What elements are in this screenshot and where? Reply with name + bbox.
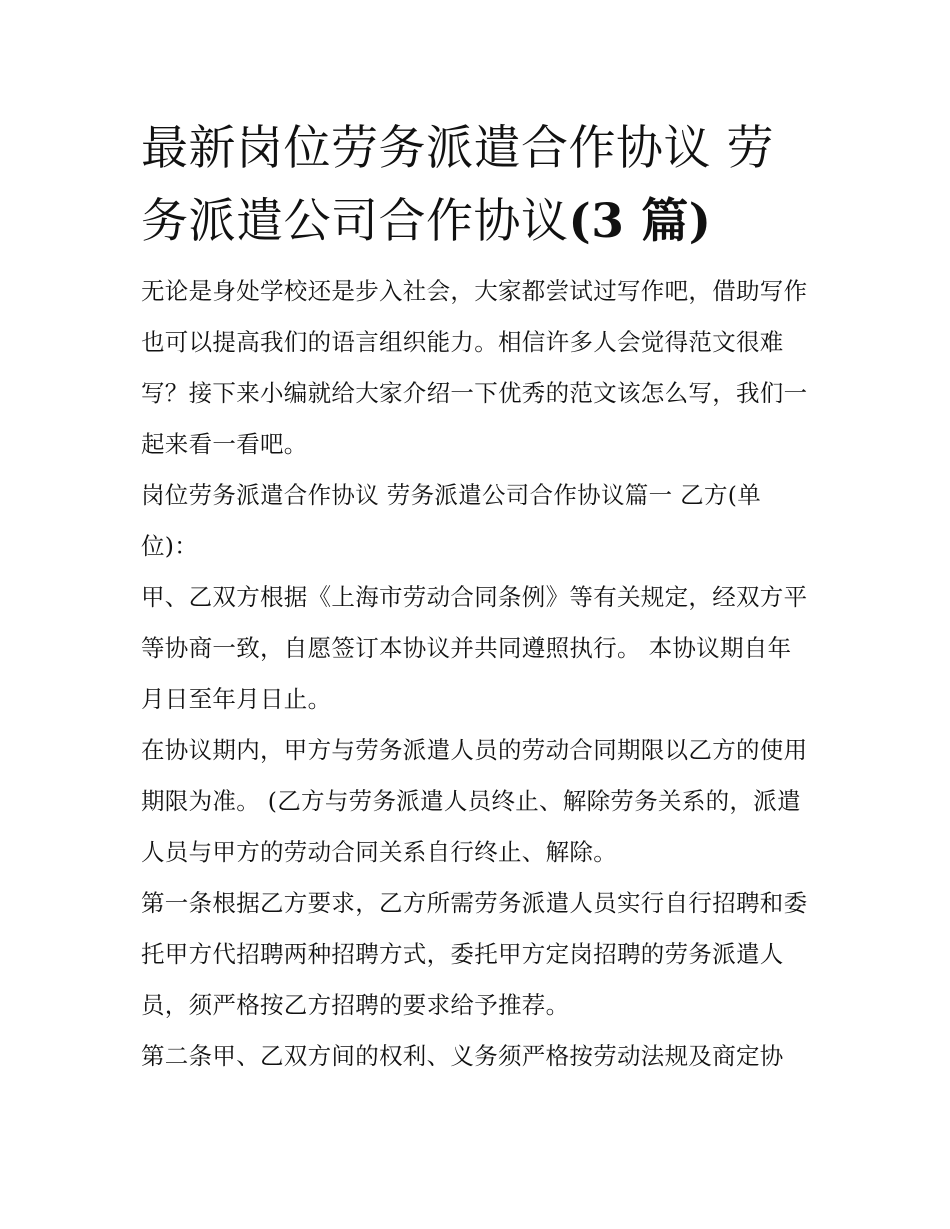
document-page — [141, 112, 813, 1082]
paragraph-agreement-basis: 甲、乙双方根据《上海市劳动合同条例》等有关规定，经双方平等协商一致，自愿签订本协议并共同遵照执行。 本协议期自年月日至年月日止。 — [141, 583, 808, 713]
paragraph-article-1: 第一条根据乙方要求，乙方所需劳务派遣人员实行自行招聘和委托甲方代招聘两种招聘方式，委托甲方定岗招聘的劳务派遣人员，须严格按乙方招聘的要求给予推荐。 — [141, 889, 808, 1019]
paragraph-contract-term: 在协议期内，甲方与劳务派遣人员的劳动合同期限以乙方的使用期限为准。 (乙方与劳务派遣人员终止、解除劳务关系的，派遣人员与甲方的劳动合同关系自行终止、解除。 — [141, 736, 808, 866]
paragraph-intro: 无论是身处学校还是步入社会，大家都尝试过写作吧，借助写作也可以提高我们的语言组织能力。相信许多人会觉得范文很难写？接下来小编就给大家介绍一下优秀的范文该怎么写，我们一起来看一看吧。 — [141, 277, 808, 458]
paragraph-article-2: 第二条甲、乙双方间的权利、义务须严格按劳动法规及商定协 — [141, 1042, 784, 1070]
paragraph-section-heading: 岗位劳务派遣合作协议 劳务派遣公司合作协议篇一 乙方(单位)： — [141, 481, 762, 560]
document-title: 最新岗位劳务派遣合作协议 劳务派遣公司合作协议(3 篇) — [141, 121, 774, 249]
